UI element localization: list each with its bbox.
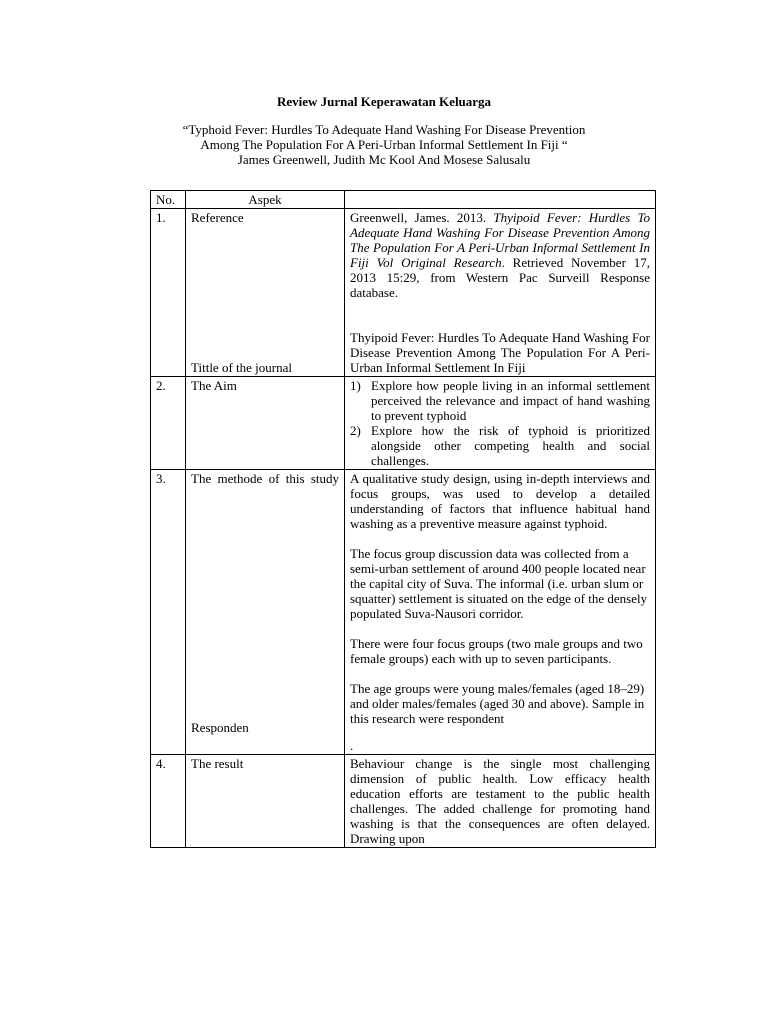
page-title: Review Jurnal Keperawatan Keluarga	[276, 94, 492, 109]
aspek-method-label: The methode of this study	[191, 471, 339, 486]
row-4-description	[345, 755, 656, 848]
aspek-responden-label: Responden	[191, 720, 249, 735]
method-paragraph-3: There were four focus groups (two male groups and two female groups) each with up to seven participants.	[350, 636, 643, 666]
responden-paragraph: The age groups were young males/females (aged 18–29) and older males/females (aged 30 and above). Sample in this research were respondent	[350, 681, 645, 726]
authors-line: James Greenwell, Judith Mc Kool And Mosese Salusalu	[237, 152, 531, 167]
aim-text: Explore how the risk of typhoid is prioritized alongside other competing health and social challenges.	[371, 423, 650, 468]
table-row-aim	[151, 377, 656, 470]
aims-list	[350, 378, 650, 468]
subtitle-line-2: Among The Population For A Peri-Urban Informal Settlement In Fiji “	[200, 137, 568, 152]
aim-text: Explore how people living in an informal settlement perceived the relevance and impact of hand washing to prevent typhoid	[371, 378, 650, 423]
subtitle-line-1: “Typhoid Fever: Hurdles To Adequate Hand Washing For Disease Prevention	[182, 122, 586, 137]
row-2-number: 2.	[151, 377, 186, 470]
table-row-method	[151, 470, 656, 755]
row-4-aspek: The result	[186, 755, 345, 848]
citation-source: . Retrieved November 17, 2013 15:29, from Western Pac Surveill Response database.	[350, 255, 650, 300]
table-row-result	[151, 755, 656, 848]
table-row-reference	[151, 209, 656, 377]
review-table	[150, 190, 656, 848]
row-1-description	[345, 209, 656, 377]
row-3-description	[345, 470, 656, 755]
row-4-number: 4.	[151, 755, 186, 848]
method-paragraph-2: The focus group discussion data was collected from a semi-urban settlement of around 400 people located near the capital city of Suva. The informal (i.e. urban slum or squatter) settlement is situated on the edge of the densely populated Suva-Nausori corridor.	[350, 546, 648, 621]
header-no: No.	[151, 191, 186, 209]
row-1-number: 1.	[151, 209, 186, 377]
method-paragraph-1: A qualitative study design, using in-depth interviews and focus groups, was used to develop a detailed understanding of factors that influence habitual hand washing as a preventive measure against typhoid.	[350, 471, 650, 531]
citation-author: Greenwell, James. 2013.	[350, 210, 494, 225]
row-3-aspek	[186, 470, 345, 755]
header-aspek: Aspek	[186, 191, 345, 209]
aim-item	[350, 423, 650, 468]
header-description	[345, 191, 656, 209]
row-3-number: 3.	[151, 470, 186, 755]
journal-title-text: Thyipoid Fever: Hurdles To Adequate Hand Washing For Disease Prevention Among The Population For A Peri-Urban Informal Settlement In Fiji	[350, 330, 650, 375]
aim-item	[350, 378, 650, 423]
aspek-title-label: Tittle of the journal	[191, 360, 292, 375]
citation-title: Thyipoid Fever: Hurdles To Adequate Hand Washing For Disease Prevention Among The Population For A Peri-Urban Informal Settlement In Fiji Vol Original Research	[350, 210, 650, 270]
row-2-aspek: The Aim	[186, 377, 345, 470]
journal-subtitle	[120, 122, 648, 167]
row-2-description	[345, 377, 656, 470]
aspek-reference-label: Reference	[191, 210, 244, 225]
table-header-row	[151, 191, 656, 209]
result-text: Behaviour change is the single most challenging dimension of public health. Low efficacy health education efforts are testament to the public health challenges. The added challenge for promoting hand washing is that the consequences are often delayed. Drawing upon	[350, 756, 650, 846]
reference-citation	[350, 210, 650, 300]
row-1-aspek	[186, 209, 345, 377]
aim-number: 2)	[350, 423, 361, 438]
trailing-period: .	[350, 738, 354, 753]
aim-number: 1)	[350, 378, 361, 393]
